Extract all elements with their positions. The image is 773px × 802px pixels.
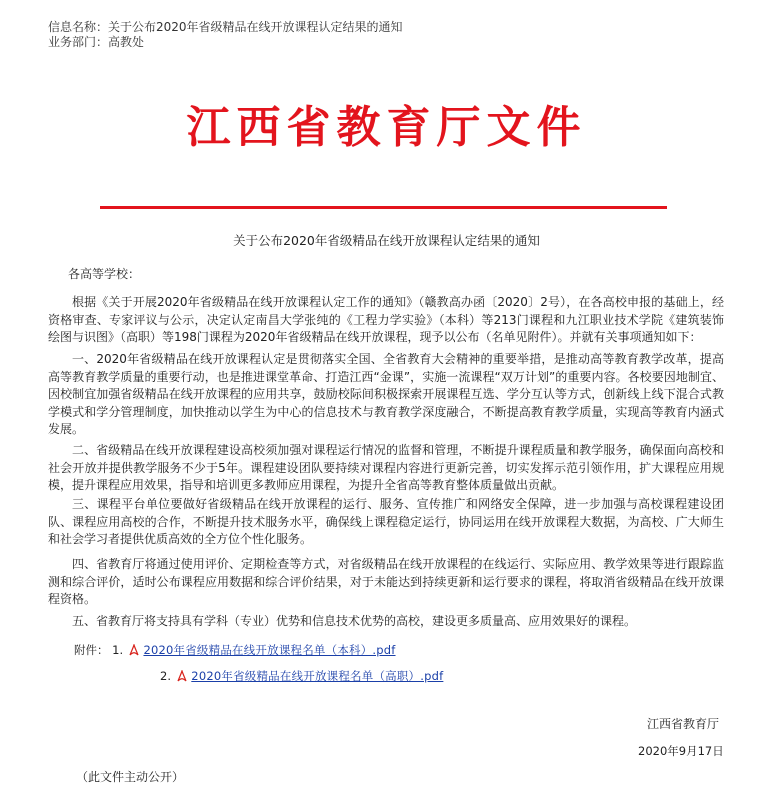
- attachment-number: 2.: [160, 669, 171, 683]
- paragraph-item-5: 五、省教育厅将支持具有学科（专业）优势和信息技术优势的高校，建设更多质量高、应用效果好的课程。: [72, 614, 637, 628]
- paragraph-item-2: 二、省级精品在线开放课程建设高校须加强对课程运行情况的监督和管理，不断提升课程质量和教学服务，确保面向高校和社会开放并提供教学服务不少于5年。课程建设团队要持续对课程内容进行更新完善，切实发挥示范引领作用，扩大课程应用规模，提升课程应用效果，指导和培训更多教师应用课程，为提升全省高等教育整体质量做出贡献。: [48, 443, 724, 493]
- attachment-label: 附件：: [74, 643, 109, 657]
- info-name: 信息名称：关于公布2020年省级精品在线开放课程认定结果的通知: [48, 20, 403, 34]
- public-disclosure-note: （此文件主动公开）: [76, 770, 185, 784]
- greeting: 各高等学校：: [68, 267, 141, 281]
- signature-org: 江西省教育厅: [647, 717, 720, 731]
- pdf-icon: [129, 644, 139, 656]
- paragraph-item-3: 三、课程平台单位要做好省级精品在线开放课程的运行、服务、宣传推广和网络安全保障，进一步加强与高校课程建设团队、课程应用高校的合作，不断提升技术服务水平，确保线上课程稳定运行，协同运用在线开放课程大数据，为高校、广大师生和社会学习者提供优质高效的全方位个性化服务。: [48, 497, 724, 547]
- letterhead-title: 江西省教育厅文件: [186, 102, 587, 153]
- paragraph-item-1: 一、2020年省级精品在线开放课程认定是贯彻落实全国、全省教育大会精神的重要举措，是推动高等教育教学改革，提高高等教育教学质量的重要行动，也是推进课堂革命、打造江西“金课”，实施一流课程“双万计划”的重要内容。各校要因地制宜、因校制宜加强省级精品在线开放课程的应用共享，鼓励校际间积极探索开展课程互选、学分互认等方式，创新线上线下混合式教学模式和学分管理制度，加快推动以学生为中心的信息技术与教育教学深度融合，不断提高教育教学质量，实现高等教育内涵式发展。: [48, 352, 724, 437]
- paragraph-intro: 根据《关于开展2020年省级精品在线开放课程认定工作的通知》（赣教高办函〔2020〕2号），在各高校申报的基础上，经资格审查、专家评议与公示，决定认定南昌大学张纯的《工程力学实验》（本科）等213门课程和九江职业技术学院《建筑装饰绘图与识图》（高职）等198门课程为2020年省级精品在线开放课程，现予以公布（名单见附件）。并就有关事项通知如下：: [48, 295, 724, 345]
- attachment-row-2: [160, 668, 443, 684]
- letterhead-divider: [100, 206, 667, 209]
- attachment-link-undergraduate[interactable]: 2020年省级精品在线开放课程名单（本科）.pdf: [143, 643, 396, 657]
- attachment-link-vocational[interactable]: 2020年省级精品在线开放课程名单（高职）.pdf: [191, 669, 444, 683]
- signature-date: 2020年9月17日: [638, 744, 724, 758]
- attachment-number: 1.: [112, 643, 124, 657]
- department: 业务部门：高教处: [48, 35, 145, 49]
- pdf-icon: [177, 670, 187, 682]
- paragraph-item-4: 四、省教育厅将通过使用评价、定期检查等方式，对省级精品在线开放课程的在线运行、实际应用、教学效果等进行跟踪监测和综合评价，适时公布课程应用数据和综合评价结果，对于未能达到持续更新和运行要求的课程，将取消省级精品在线开放课程资格。: [48, 557, 724, 607]
- attachment-row-1: [74, 642, 396, 658]
- document-title: 关于公布2020年省级精品在线开放课程认定结果的通知: [233, 233, 540, 248]
